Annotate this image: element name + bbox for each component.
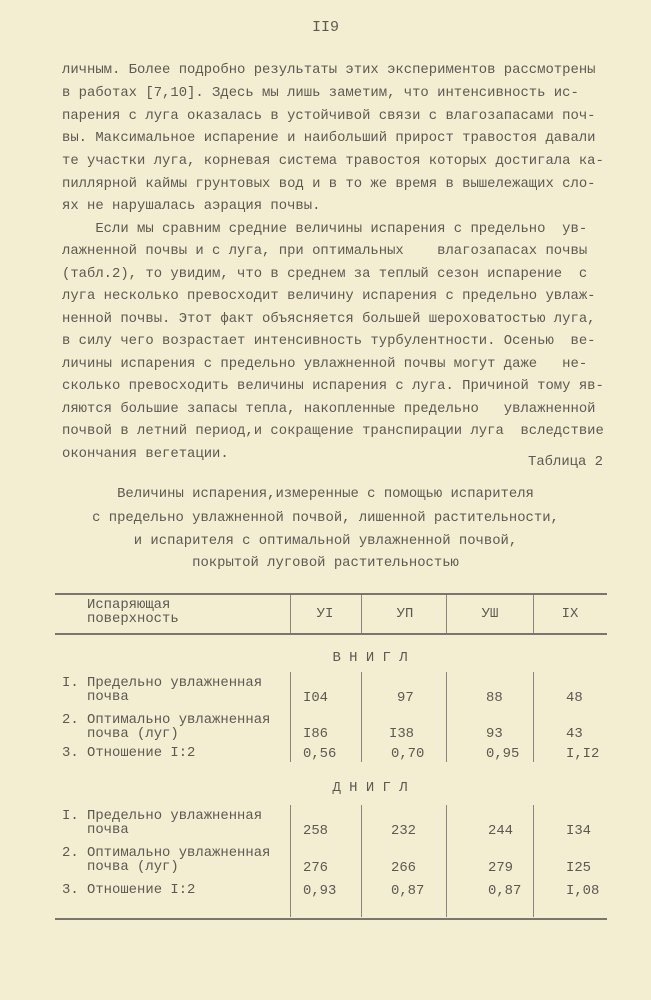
- cell: 258: [303, 823, 329, 839]
- cell: 0,87: [488, 883, 522, 899]
- cell: I04: [303, 690, 329, 706]
- cell: I34: [566, 823, 592, 839]
- row-label: почва (луг): [62, 726, 179, 742]
- column-divider: [290, 672, 291, 762]
- caption-line: покрытой луговой растительностью: [192, 555, 459, 571]
- row-label: I. Предельно увлажненная: [62, 675, 263, 691]
- column-divider: [361, 672, 362, 762]
- cell: 88: [486, 690, 503, 706]
- row-label: 3. Отношение I:2: [62, 745, 196, 761]
- column-divider: [533, 595, 534, 633]
- cell: 0,70: [391, 746, 425, 762]
- cell: 0,56: [303, 746, 337, 762]
- text-line: ляются большие запасы тепла, накопленные предельно увлажненной: [62, 401, 596, 417]
- cell: 48: [566, 690, 583, 706]
- column-divider: [446, 595, 447, 633]
- text-line: сколько превосходить величины испарения с луга. Причиной тому яв-: [62, 378, 604, 394]
- cell: I86: [303, 726, 329, 742]
- cell: 276: [303, 860, 329, 876]
- header-month: УI: [316, 606, 334, 622]
- text-line: (табл.2), то увидим, что в среднем за теплый сезон испарение с: [62, 266, 588, 282]
- text-line: Если мы сравним средние величины испарения с предельно ув-: [62, 221, 588, 237]
- column-divider: [446, 672, 447, 762]
- row-label: почва (луг): [62, 859, 179, 875]
- header-month: УП: [396, 606, 414, 622]
- cell: 0,87: [391, 883, 425, 899]
- header-month: УШ: [481, 606, 499, 622]
- text-line: личины испарения с предельно увлажненной почвы могут даже не-: [62, 356, 588, 372]
- cell: 93: [486, 726, 503, 742]
- cell: I,08: [566, 883, 600, 899]
- page-number: II9: [311, 19, 339, 36]
- text-line: ненной почвы. Этот факт объясняется большей шероховатостью луга,: [62, 311, 596, 327]
- header-surface: поверхность: [87, 611, 179, 627]
- table-top-rule: [55, 593, 607, 595]
- caption-line: и испарителя с оптимальной увлажненной почвой,: [133, 533, 518, 549]
- column-divider: [361, 595, 362, 633]
- text-line: вы. Максимальное испарение и наибольший прирост травостоя давали: [62, 130, 596, 146]
- column-divider: [361, 805, 362, 917]
- caption-line: Величины испарения,измеренные с помощью испарителя: [117, 486, 534, 502]
- text-line: парения с луга оказалась в устойчивой связи с влагозапасами поч-: [62, 108, 596, 124]
- cell: I25: [566, 860, 592, 876]
- column-divider: [533, 672, 534, 762]
- text-line: окончания вегетации.: [62, 446, 229, 462]
- cell: 244: [488, 823, 514, 839]
- row-label: I. Предельно увлажненная: [62, 808, 263, 824]
- text-line: луга несколько превосходит величину испарения с предельно увлаж-: [62, 288, 596, 304]
- row-label: 2. Оптимально увлажненная: [62, 712, 271, 728]
- cell: 43: [566, 726, 583, 742]
- table-header-rule: [55, 633, 607, 635]
- caption-line: с предельно увлажненной почвой, лишенной растительности,: [92, 510, 559, 526]
- header-surface: Испаряющая: [87, 597, 171, 613]
- row-label: почва: [62, 822, 129, 838]
- cell: 0,95: [486, 746, 520, 762]
- table-bottom-rule: [55, 918, 607, 920]
- text-line: пиллярной каймы грунтовых вод и в то же время в вышележащих сло-: [62, 176, 596, 192]
- cell: 266: [391, 860, 417, 876]
- row-label: 2. Оптимально увлажненная: [62, 845, 271, 861]
- text-line: лажненной почвы и с луга, при оптимальных влагозапасах почвы: [62, 243, 588, 259]
- cell: 97: [397, 690, 414, 706]
- column-divider: [290, 595, 291, 633]
- text-line: в силу чего возрастает интенсивность турбулентности. Осенью ве-: [62, 333, 596, 349]
- section-title: Д Н И Г Л: [332, 780, 408, 796]
- cell: 279: [488, 860, 514, 876]
- section-title: В Н И Г Л: [332, 650, 408, 666]
- cell: I,I2: [566, 746, 600, 762]
- text-line: личным. Более подробно результаты этих экспериментов рассмотрены: [62, 62, 596, 78]
- text-line: те участки луга, корневая система травостоя которых достигала ка-: [62, 153, 604, 169]
- text-line: в работах [7,10]. Здесь мы лишь заметим, что интенсивность ис-: [62, 85, 579, 101]
- table-label: Таблица 2: [528, 454, 604, 470]
- column-divider: [290, 805, 291, 917]
- cell: I38: [389, 726, 415, 742]
- cell: 0,93: [303, 883, 337, 899]
- cell: 232: [391, 823, 417, 839]
- column-divider: [533, 805, 534, 917]
- text-line: ях не нарушалась аэрация почвы.: [62, 198, 321, 214]
- row-label: 3. Отношение I:2: [62, 882, 196, 898]
- header-month: IX: [561, 606, 579, 622]
- row-label: почва: [62, 689, 129, 705]
- column-divider: [446, 805, 447, 917]
- text-line: почвой в летний период,и сокращение транспирации луга вследствие: [62, 423, 604, 439]
